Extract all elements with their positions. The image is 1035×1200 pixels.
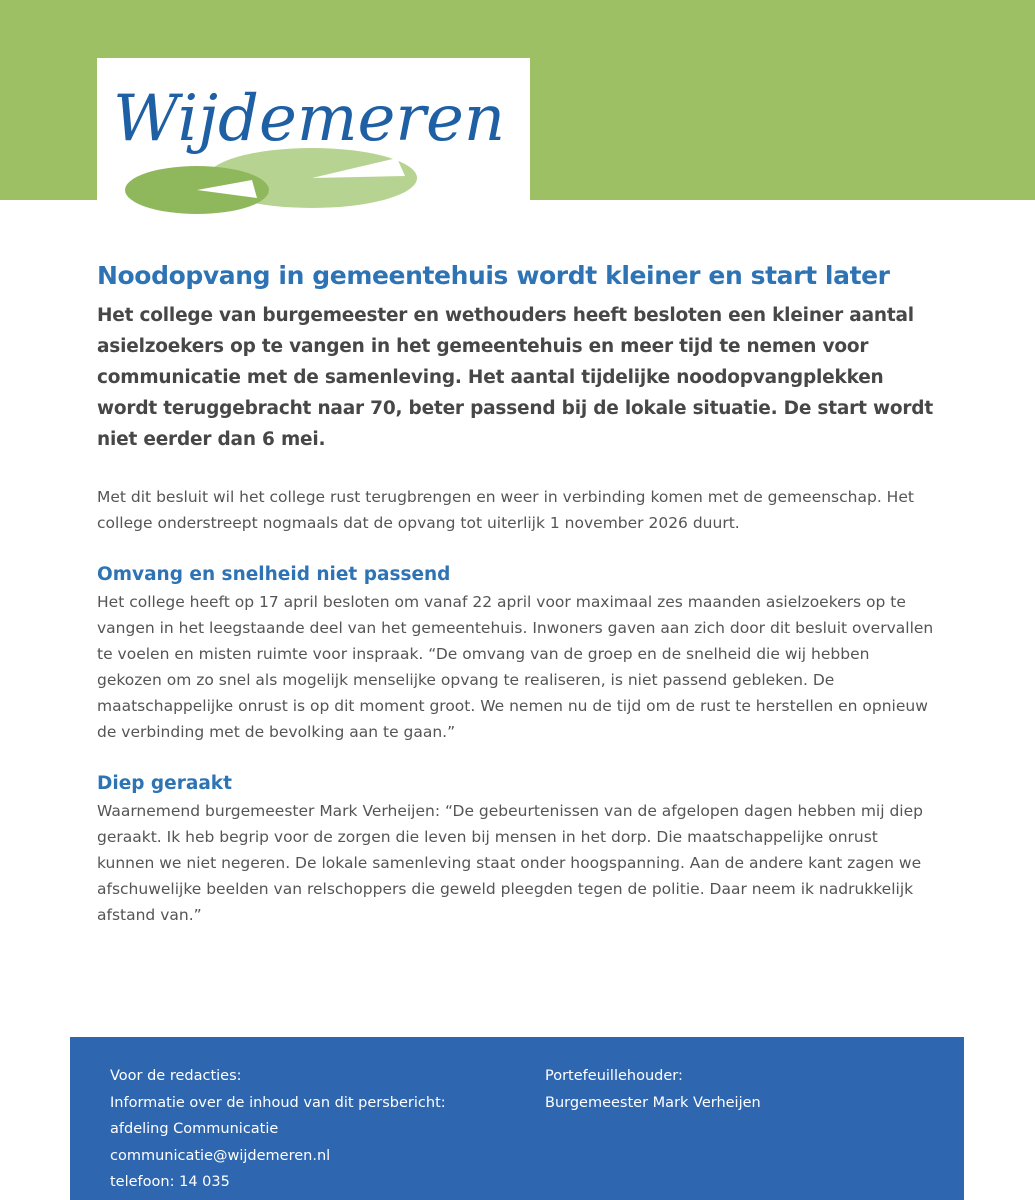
footer-phone: telefoon: 14 035 xyxy=(110,1174,230,1190)
section-text-diep-geraakt: Waarnemend burgemeester Mark Verheijen: “De gebeurtenissen van de afgelopen dagen hebben mij diep geraakt. Ik heb begrip voor de zorgen die leven bij mensen in het dorp. Die maatschappelijke onrust kunnen we niet negeren. De lokale samenleving staat onder hoogspanning. Aan de andere kant zagen we afschuwelijke beelden van relschoppers die geweld pleegden tegen de politie. Daar neem ik nadrukkelijk afstand van.” xyxy=(97,802,923,924)
lead-paragraph: Het college van burgemeester en wethouders heeft besloten een kleiner aantal asielzoekers op te vangen in het gemeentehuis en meer tijd te nemen voor communicatie met de samenleving. Het aantal tijdelijke noodopvangplekken wordt teruggebracht naar 70, beter passend bij de lokale situatie. De start wordt niet eerder dan 6 mei. xyxy=(97,305,933,450)
footer-label-info: Informatie over de inhoud van dit persbericht: xyxy=(110,1094,446,1111)
press-contact-footer xyxy=(70,1037,964,1200)
logo-wordmark: Wijdemeren xyxy=(113,82,506,156)
footer-email-link[interactable]: communicatie@wijdemeren.nl xyxy=(110,1147,331,1164)
municipality-logo xyxy=(97,58,530,218)
section-text-omvang: Het college heeft op 17 april besloten om vanaf 22 april voor maximaal zes maanden asielzoekers op te vangen in het leegstaande deel van het gemeentehuis. Inwoners gaven aan zich door dit besluit overvallen te voelen en misten ruimte voor inspraak. “De omvang van de groep en de snelheid die wij hebben gekozen om zo snel als mogelijk menselijke opvang te realiseren, is niet passend gebleken. De maatschappelijke onrust is op dit moment groot. We nemen nu de tijd om de rust te herstellen en opnieuw de verbinding met de bevolking aan te gaan.” xyxy=(97,593,934,741)
section-heading-omvang: Omvang en snelheid niet passend xyxy=(97,564,451,585)
page-title: Noodopvang in gemeentehuis wordt kleiner en start later xyxy=(97,261,890,290)
lily-pad-icon xyxy=(97,58,530,218)
footer-department: afdeling Communicatie xyxy=(110,1121,279,1137)
portfolio-holder xyxy=(545,1063,761,1116)
footer-label-portefeuille: Portefeuillehouder: xyxy=(545,1068,683,1084)
footer-label-redacties: Voor de redacties: xyxy=(110,1068,242,1084)
section-heading-diep-geraakt: Diep geraakt xyxy=(97,773,232,794)
article xyxy=(97,258,937,928)
footer-portfolio-name: Burgemeester Mark Verheijen xyxy=(545,1094,761,1111)
editorial-contact xyxy=(110,1063,446,1196)
intro-paragraph: Met dit besluit wil het college rust terugbrengen en weer in verbinding komen met de gemeenschap. Het college onderstreept nogmaals dat de opvang tot uiterlijk 1 november 2026 duurt. xyxy=(97,488,914,532)
